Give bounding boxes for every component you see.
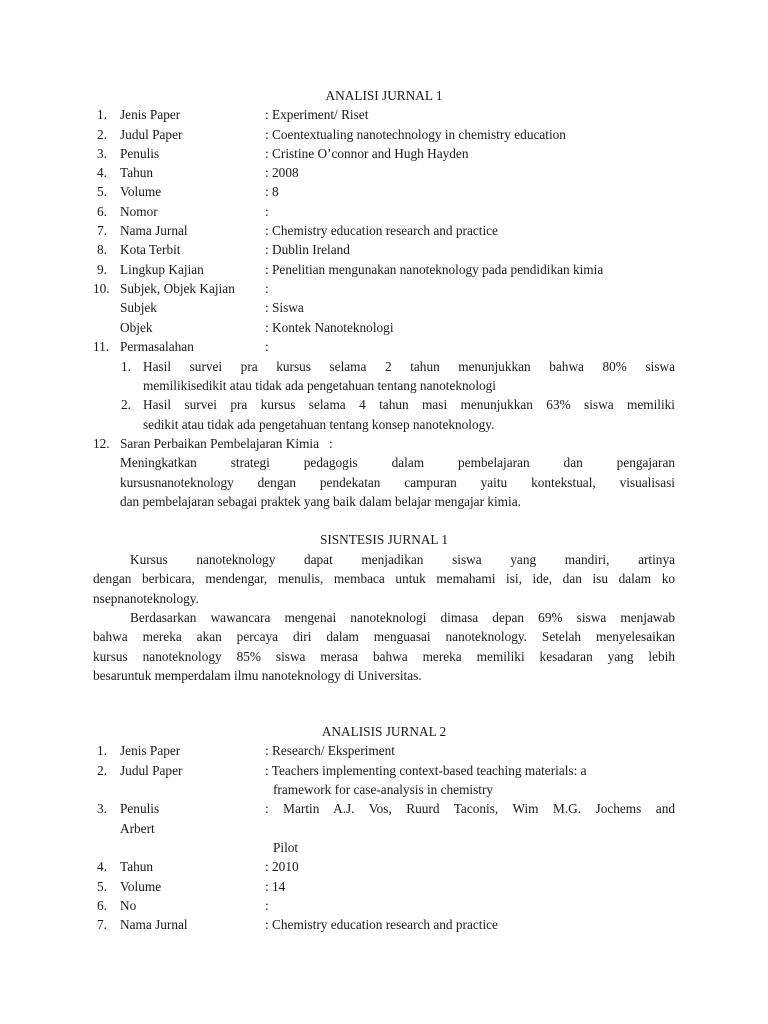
j1-row-label: Tahun — [120, 165, 154, 180]
j1-row-num: 5. — [97, 184, 107, 199]
j2-row-value: : 14 — [265, 878, 286, 894]
j1-row-label: Nama Jurnal — [120, 223, 188, 238]
j2-row-value: : Chemistry education research and practice — [265, 917, 498, 932]
j1-row-value: : Penelitian mengunakan nanoteknology pada pendidikan kimia — [265, 261, 604, 277]
j2-row-value: : Research/ Eksperiment — [265, 743, 395, 758]
saran-line: kursusnanoteknology dengan pendekatan campuran yaitu kontekstual, visualisasi — [120, 474, 675, 490]
j1-row-num: 8. — [97, 242, 107, 257]
j2-row-label: Nama Jurnal — [120, 917, 188, 932]
j2-row-num: 4. — [97, 859, 107, 874]
j2-row-label: Judul Paper — [120, 762, 183, 778]
sintesis-para1-line: dengan berbicara, mendengar, menulis, membaca untuk memahami isi, ide, dan isu dalam ko — [93, 571, 675, 586]
j2-penulis-value-cont: Pilot — [273, 839, 299, 855]
sintesis-para2-line: Berdasarkan wawancara mengenai nanoteknologi dimasa depan 69% siswa menjawab — [130, 609, 675, 625]
j2-row-label: No — [120, 897, 137, 913]
j2-row-num: 7. — [97, 917, 107, 932]
sintesis-title: SISNTESIS JURNAL 1 — [319, 532, 449, 547]
j1-saran-num: 12. — [93, 435, 110, 451]
j1-row-value: : Coentextualing nanotechnology in chemistry education — [265, 126, 566, 142]
j1-row-label: Volume — [120, 184, 162, 199]
j1-row-value: : Cristine O’connor and Hugh Hayden — [265, 146, 469, 161]
j1-row-num: 7. — [97, 223, 107, 238]
j1-row-value: : Experiment/ Riset — [265, 107, 369, 122]
j2-penulis-num: 3. — [97, 801, 107, 816]
j1-objek-value: : Kontek Nanoteknologi — [265, 319, 394, 335]
saran-line: dan pembelajaran sebagai praktek yang baik dalam belajar mengajar kimia. — [120, 494, 521, 509]
j1-row-label: Subjek, Objek Kajian — [120, 281, 235, 296]
j2-row-value: : 2010 — [265, 859, 299, 874]
problem-line: Hasil survei pra kursus selama 4 tahun masi menunjukkan 63% siswa memiliki — [143, 397, 675, 412]
j2-penulis-value: : Martin A.J. Vos, Ruurd Taconis, Wim M.G. Jochems and — [265, 801, 675, 816]
j2-row-num: 2. — [97, 762, 107, 778]
j1-row-num: 3. — [97, 146, 107, 161]
j2-judul-line2: framework for case-analysis in chemistry — [273, 781, 494, 797]
j1-row-label: Kota Terbit — [120, 242, 181, 257]
j2-row-num: 6. — [97, 897, 107, 913]
j1-objek-label: Objek — [120, 319, 153, 335]
problem-line: Hasil survei pra kursus selama 2 tahun menunjukkan bahwa 80% siswa — [143, 358, 675, 374]
j2-row-value: : Teachers implementing context-based teaching materials: a — [265, 762, 587, 778]
problem-num: 2. — [121, 397, 131, 412]
j1-saran-label: Saran Perbaikan Pembelajaran Kimia : — [120, 435, 333, 451]
sintesis-para2-line: besaruntuk memperdalam ilmu nanoteknology di Universitas. — [93, 667, 422, 683]
j1-row-label: Lingkup Kajian — [120, 261, 204, 277]
problem-num: 1. — [121, 358, 131, 374]
j1-subjek-label: Subjek — [120, 300, 157, 315]
j1-row-value: : Dublin Ireland — [265, 242, 350, 257]
sintesis-para1-line: Kursus nanoteknology dapat menjadikan siswa yang mandiri, artinya — [130, 551, 675, 567]
j2-row-label: Jenis Paper — [120, 743, 181, 758]
j1-row-value: : Chemistry education research and practice — [265, 223, 498, 238]
j1-row-value: : — [265, 281, 269, 296]
j2-row-num: 1. — [97, 743, 107, 758]
sintesis-para1-line: nsepnanoteknology. — [93, 590, 199, 606]
j1-row-num: 6. — [97, 203, 107, 219]
j1-row-num: 1. — [97, 107, 107, 122]
problem-line: sedikit atau tidak ada pengetahuan tentang konsep nanoteknology. — [143, 416, 495, 432]
journal-1-title: ANALISI JURNAL 1 — [325, 88, 443, 103]
j2-row-value: : — [265, 897, 269, 913]
j2-row-label: Tahun — [120, 859, 154, 874]
j2-row-label: Volume — [120, 878, 162, 894]
sintesis-para2-line: kursus nanoteknology 85% siswa merasa bahwa mereka memiliki kesadaran yang lebih — [93, 648, 675, 664]
j2-penulis-label: Penulis — [120, 801, 160, 816]
sintesis-para2-line: bahwa mereka akan percaya diri dalam menguasai nanoteknology. Setelah menyelesaikan — [93, 629, 675, 644]
j1-row-label: Judul Paper — [120, 126, 183, 142]
j1-row-value: : 2008 — [265, 165, 299, 180]
j1-row-num: 4. — [97, 165, 107, 180]
j1-row-label: Penulis — [120, 146, 160, 161]
j1-row-num: 10. — [93, 281, 110, 296]
j1-permasalahan-label: Permasalahan — [120, 339, 194, 354]
j1-permasalahan-num: 11. — [93, 339, 110, 354]
j1-permasalahan-colon: : — [265, 339, 269, 354]
journal-2-title: ANALISIS JURNAL 2 — [321, 723, 447, 739]
j1-row-num: 9. — [97, 261, 107, 277]
j1-row-value: : 8 — [265, 184, 279, 199]
j1-row-num: 2. — [97, 126, 107, 142]
j2-row-num: 5. — [97, 878, 107, 894]
problem-line: memilikisedikit atau tidak ada pengetahuan tentang nanoteknologi — [143, 378, 497, 393]
j1-row-label: Jenis Paper — [120, 107, 181, 122]
saran-line: Meningkatkan strategi pedagogis dalam pembelajaran dan pengajaran — [120, 455, 675, 470]
j1-subjek-value: : Siswa — [265, 300, 304, 315]
j1-row-label: Nomor — [120, 203, 158, 219]
j1-row-value: : — [265, 203, 269, 219]
j2-penulis-label-cont: Arbert — [120, 820, 155, 836]
